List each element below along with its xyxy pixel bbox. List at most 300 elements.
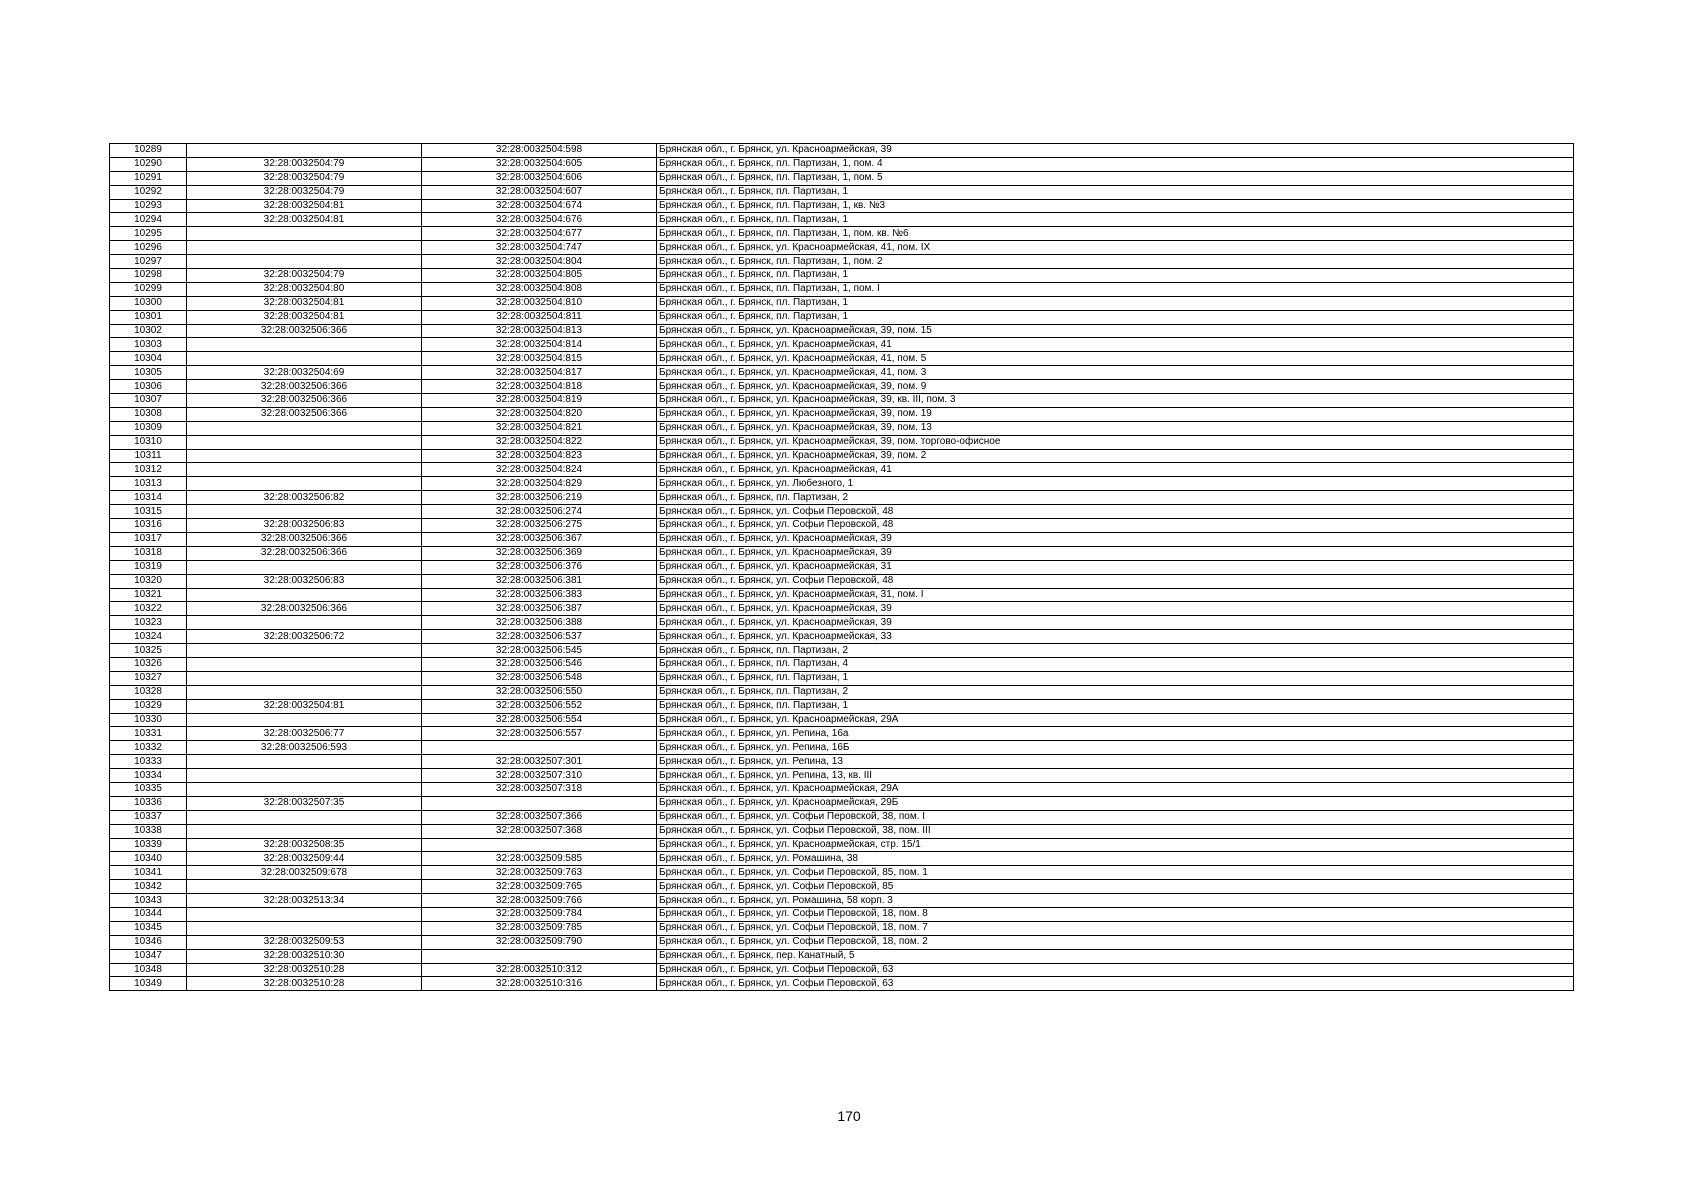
table-row [110,574,1574,588]
parent-cadastral-cell [187,241,422,255]
cadastral-number-cell: 32:28:0032504:817 [422,366,657,380]
parent-cadastral-cell [187,588,422,602]
table-row [110,380,1574,394]
table-row [110,727,1574,741]
parent-cadastral-cell: 32:28:0032504:79 [187,171,422,185]
cadastral-number-cell: 32:28:0032506:219 [422,491,657,505]
cadastral-number-cell: 32:28:0032506:381 [422,574,657,588]
table-row [110,741,1574,755]
row-id-cell: 10301 [110,310,187,324]
address-cell: Брянская обл., г. Брянск, ул. Красноармейская, 41, пом. 5 [657,352,1574,366]
table-row [110,852,1574,866]
parent-cadastral-cell [187,463,422,477]
cadastral-number-cell: 32:28:0032504:747 [422,241,657,255]
row-id-cell: 10294 [110,213,187,227]
cadastral-number-cell: 32:28:0032507:301 [422,755,657,769]
address-cell: Брянская обл., г. Брянск, ул. Софьи Перовской, 85, пом. 1 [657,866,1574,880]
address-cell: Брянская обл., г. Брянск, ул. Любезного, 1 [657,477,1574,491]
parent-cadastral-cell: 32:28:0032504:79 [187,157,422,171]
address-cell: Брянская обл., г. Брянск, ул. Софьи Перовской, 18, пом. 7 [657,921,1574,935]
address-cell: Брянская обл., г. Брянск, ул. Ромашина, 58 корп. 3 [657,894,1574,908]
parent-cadastral-cell: 32:28:0032506:593 [187,741,422,755]
table-row [110,963,1574,977]
parent-cadastral-cell [187,907,422,921]
row-id-cell: 10321 [110,588,187,602]
cadastral-number-cell [422,741,657,755]
table-row [110,546,1574,560]
address-cell: Брянская обл., г. Брянск, ул. Софьи Перовской, 85 [657,880,1574,894]
parent-cadastral-cell [187,769,422,783]
table-row [110,185,1574,199]
row-id-cell: 10303 [110,338,187,352]
parent-cadastral-cell: 32:28:0032506:82 [187,491,422,505]
row-id-cell: 10290 [110,157,187,171]
address-cell: Брянская обл., г. Брянск, ул. Красноармейская, 31, пом. I [657,588,1574,602]
cadastral-number-cell: 32:28:0032504:823 [422,449,657,463]
table-row [110,894,1574,908]
address-cell: Брянская обл., г. Брянск, ул. Красноармейская, 33 [657,630,1574,644]
table-row [110,810,1574,824]
parent-cadastral-cell [187,352,422,366]
row-id-cell: 10308 [110,407,187,421]
row-id-cell: 10306 [110,380,187,394]
table-row [110,880,1574,894]
cadastral-number-cell: 32:28:0032506:537 [422,630,657,644]
address-cell: Брянская обл., г. Брянск, ул. Ромашина, 38 [657,852,1574,866]
address-cell: Брянская обл., г. Брянск, пл. Партизан, 1, пом. 4 [657,157,1574,171]
address-cell: Брянская обл., г. Брянск, ул. Красноармейская, 41 [657,338,1574,352]
cadastral-number-cell: 32:28:0032504:606 [422,171,657,185]
table-row [110,838,1574,852]
row-id-cell: 10345 [110,921,187,935]
table-row [110,421,1574,435]
parent-cadastral-cell [187,616,422,630]
table-row [110,977,1574,991]
table-row [110,824,1574,838]
row-id-cell: 10335 [110,782,187,796]
table-row [110,505,1574,519]
cadastral-number-cell: 32:28:0032506:545 [422,644,657,658]
row-id-cell: 10344 [110,907,187,921]
row-id-cell: 10299 [110,282,187,296]
row-id-cell: 10307 [110,394,187,408]
parent-cadastral-cell: 32:28:0032504:81 [187,296,422,310]
cadastral-number-cell: 32:28:0032506:367 [422,532,657,546]
row-id-cell: 10343 [110,894,187,908]
parent-cadastral-cell: 32:28:0032508:35 [187,838,422,852]
row-id-cell: 10348 [110,963,187,977]
address-cell: Брянская обл., г. Брянск, ул. Софьи Перовской, 48 [657,574,1574,588]
parent-cadastral-cell [187,782,422,796]
address-cell: Брянская обл., г. Брянск, ул. Красноармейская, 39, пом. 15 [657,324,1574,338]
cadastral-number-cell: 32:28:0032506:376 [422,560,657,574]
cadastral-number-cell [422,949,657,963]
address-cell: Брянская обл., г. Брянск, ул. Софьи Перовской, 18, пом. 2 [657,935,1574,949]
row-id-cell: 10309 [110,421,187,435]
parent-cadastral-cell: 32:28:0032510:30 [187,949,422,963]
cadastral-number-cell: 32:28:0032506:548 [422,671,657,685]
address-cell: Брянская обл., г. Брянск, пл. Партизан, 1, кв. №3 [657,199,1574,213]
address-cell: Брянская обл., г. Брянск, пл. Партизан, 1 [657,185,1574,199]
table-row [110,699,1574,713]
row-id-cell: 10338 [110,824,187,838]
row-id-cell: 10289 [110,144,187,158]
row-id-cell: 10334 [110,769,187,783]
row-id-cell: 10333 [110,755,187,769]
table-row [110,671,1574,685]
cadastral-number-cell: 32:28:0032504:822 [422,435,657,449]
parent-cadastral-cell: 32:28:0032506:366 [187,546,422,560]
table-row [110,713,1574,727]
table-row [110,796,1574,810]
address-cell: Брянская обл., г. Брянск, пл. Партизан, 1 [657,310,1574,324]
address-cell: Брянская обл., г. Брянск, ул. Красноармейская, 39, пом. 19 [657,407,1574,421]
parent-cadastral-cell [187,227,422,241]
address-cell: Брянская обл., г. Брянск, пл. Партизан, 1, пом. 2 [657,255,1574,269]
table-row [110,157,1574,171]
table-row [110,199,1574,213]
cadastral-number-cell: 32:28:0032504:819 [422,394,657,408]
row-id-cell: 10296 [110,241,187,255]
row-id-cell: 10326 [110,657,187,671]
table-row [110,491,1574,505]
parent-cadastral-cell: 32:28:0032506:77 [187,727,422,741]
cadastral-number-cell: 32:28:0032504:818 [422,380,657,394]
parent-cadastral-cell [187,671,422,685]
address-cell: Брянская обл., г. Брянск, ул. Софьи Перовской, 38, пом. I [657,810,1574,824]
table-row [110,532,1574,546]
address-cell: Брянская обл., г. Брянск, ул. Софьи Перовской, 63 [657,977,1574,991]
parent-cadastral-cell [187,810,422,824]
cadastral-number-cell: 32:28:0032504:829 [422,477,657,491]
address-cell: Брянская обл., г. Брянск, ул. Софьи Перовской, 48 [657,519,1574,533]
address-cell: Брянская обл., г. Брянск, ул. Красноармейская, 39 [657,546,1574,560]
address-cell: Брянская обл., г. Брянск, пл. Партизан, 1 [657,213,1574,227]
table-row [110,477,1574,491]
address-cell: Брянская обл., г. Брянск, пл. Партизан, 1 [657,296,1574,310]
address-cell: Брянская обл., г. Брянск, ул. Красноармейская, 39, кв. III, пом. 3 [657,394,1574,408]
table-row [110,866,1574,880]
address-cell: Брянская обл., г. Брянск, ул. Красноармейская, 41, пом. IX [657,241,1574,255]
row-id-cell: 10339 [110,838,187,852]
address-cell: Брянская обл., г. Брянск, ул. Красноармейская, 39 [657,616,1574,630]
parent-cadastral-cell [187,713,422,727]
row-id-cell: 10304 [110,352,187,366]
address-cell: Брянская обл., г. Брянск, ул. Красноармейская, 39, пом. торгово-офисное [657,435,1574,449]
cadastral-number-cell: 32:28:0032504:676 [422,213,657,227]
cadastral-number-cell: 32:28:0032507:318 [422,782,657,796]
row-id-cell: 10315 [110,505,187,519]
table-row [110,519,1574,533]
row-id-cell: 10312 [110,463,187,477]
cadastral-number-cell: 32:28:0032504:820 [422,407,657,421]
cadastral-number-cell: 32:28:0032504:810 [422,296,657,310]
cadastral-number-cell: 32:28:0032504:804 [422,255,657,269]
address-cell: Брянская обл., г. Брянск, пл. Партизан, 1, пом. кв. №6 [657,227,1574,241]
cadastral-number-cell: 32:28:0032509:585 [422,852,657,866]
cadastral-number-cell: 32:28:0032507:368 [422,824,657,838]
table-row [110,324,1574,338]
table-row [110,255,1574,269]
cadastral-number-cell: 32:28:0032506:275 [422,519,657,533]
cadastral-number-cell: 32:28:0032504:814 [422,338,657,352]
cadastral-number-cell: 32:28:0032504:811 [422,310,657,324]
parent-cadastral-cell [187,435,422,449]
row-id-cell: 10298 [110,269,187,283]
table-body [110,144,1574,991]
table-row [110,269,1574,283]
address-cell: Брянская обл., г. Брянск, ул. Софьи Перовской, 38, пом. III [657,824,1574,838]
parent-cadastral-cell: 32:28:0032507:35 [187,796,422,810]
parent-cadastral-cell: 32:28:0032506:83 [187,574,422,588]
cadastral-number-cell: 32:28:0032506:383 [422,588,657,602]
parent-cadastral-cell [187,644,422,658]
parent-cadastral-cell: 32:28:0032504:81 [187,199,422,213]
table-row [110,935,1574,949]
parent-cadastral-cell: 32:28:0032504:69 [187,366,422,380]
address-cell: Брянская обл., г. Брянск, ул. Красноармейская, 39 [657,532,1574,546]
parent-cadastral-cell [187,755,422,769]
cadastral-number-cell: 32:28:0032509:785 [422,921,657,935]
address-cell: Брянская обл., г. Брянск, ул. Красноармейская, 41, пом. 3 [657,366,1574,380]
table-row [110,241,1574,255]
table-row [110,588,1574,602]
table-row [110,144,1574,158]
address-cell: Брянская обл., г. Брянск, ул. Красноармейская, 39 [657,602,1574,616]
cadastral-number-cell: 32:28:0032506:557 [422,727,657,741]
row-id-cell: 10330 [110,713,187,727]
cadastral-number-cell: 32:28:0032507:366 [422,810,657,824]
address-cell: Брянская обл., г. Брянск, ул. Красноармейская, 29А [657,713,1574,727]
parent-cadastral-cell [187,560,422,574]
address-cell: Брянская обл., г. Брянск, ул. Красноармейская, 39 [657,144,1574,158]
parent-cadastral-cell: 32:28:0032504:81 [187,213,422,227]
cadastral-number-cell: 32:28:0032504:677 [422,227,657,241]
cadastral-number-cell: 32:28:0032509:766 [422,894,657,908]
cadastral-number-cell: 32:28:0032504:824 [422,463,657,477]
row-id-cell: 10300 [110,296,187,310]
table-row [110,171,1574,185]
cadastral-number-cell: 32:28:0032504:808 [422,282,657,296]
row-id-cell: 10317 [110,532,187,546]
row-id-cell: 10342 [110,880,187,894]
address-cell: Брянская обл., г. Брянск, ул. Красноармейская, 39, пом. 9 [657,380,1574,394]
parent-cadastral-cell [187,880,422,894]
row-id-cell: 10295 [110,227,187,241]
cadastral-number-cell: 32:28:0032506:550 [422,685,657,699]
address-cell: Брянская обл., г. Брянск, пл. Партизан, 1, пом. I [657,282,1574,296]
row-id-cell: 10337 [110,810,187,824]
parent-cadastral-cell: 32:28:0032506:366 [187,602,422,616]
address-cell: Брянская обл., г. Брянск, ул. Красноармейская, 31 [657,560,1574,574]
table-row [110,630,1574,644]
parent-cadastral-cell: 32:28:0032509:678 [187,866,422,880]
address-cell: Брянская обл., г. Брянск, ул. Софьи Перовской, 18, пом. 8 [657,907,1574,921]
parent-cadastral-cell: 32:28:0032509:44 [187,852,422,866]
parent-cadastral-cell [187,338,422,352]
address-cell: Брянская обл., г. Брянск, ул. Красноармейская, 29Б [657,796,1574,810]
address-cell: Брянская обл., г. Брянск, ул. Красноармейская, 29А [657,782,1574,796]
row-id-cell: 10320 [110,574,187,588]
row-id-cell: 10305 [110,366,187,380]
parent-cadastral-cell: 32:28:0032504:79 [187,269,422,283]
table-row [110,782,1574,796]
address-cell: Брянская обл., г. Брянск, пл. Партизан, 2 [657,685,1574,699]
cadastral-number-cell: 32:28:0032510:312 [422,963,657,977]
row-id-cell: 10292 [110,185,187,199]
parent-cadastral-cell: 32:28:0032504:81 [187,310,422,324]
table-row [110,769,1574,783]
cadastral-number-cell [422,838,657,852]
cadastral-number-cell: 32:28:0032504:605 [422,157,657,171]
parent-cadastral-cell: 32:28:0032504:81 [187,699,422,713]
cadastral-number-cell [422,796,657,810]
table-row [110,949,1574,963]
parent-cadastral-cell: 32:28:0032510:28 [187,963,422,977]
page-number: 170 [837,1108,861,1124]
parent-cadastral-cell: 32:28:0032510:28 [187,977,422,991]
table-row [110,560,1574,574]
table-row [110,227,1574,241]
row-id-cell: 10291 [110,171,187,185]
row-id-cell: 10322 [110,602,187,616]
row-id-cell: 10318 [110,546,187,560]
table-row [110,602,1574,616]
row-id-cell: 10332 [110,741,187,755]
table-row [110,449,1574,463]
cadastral-table [109,143,1574,991]
row-id-cell: 10347 [110,949,187,963]
table-row [110,921,1574,935]
address-cell: Брянская обл., г. Брянск, пл. Партизан, 4 [657,657,1574,671]
cadastral-number-cell: 32:28:0032504:805 [422,269,657,283]
row-id-cell: 10316 [110,519,187,533]
cadastral-number-cell: 32:28:0032510:316 [422,977,657,991]
address-cell: Брянская обл., г. Брянск, ул. Красноармейская, 39, пом. 2 [657,449,1574,463]
cadastral-number-cell: 32:28:0032507:310 [422,769,657,783]
row-id-cell: 10323 [110,616,187,630]
table-row [110,338,1574,352]
row-id-cell: 10302 [110,324,187,338]
table-row [110,310,1574,324]
table-row [110,616,1574,630]
parent-cadastral-cell [187,421,422,435]
parent-cadastral-cell [187,449,422,463]
row-id-cell: 10325 [110,644,187,658]
row-id-cell: 10340 [110,852,187,866]
row-id-cell: 10293 [110,199,187,213]
row-id-cell: 10346 [110,935,187,949]
address-cell: Брянская обл., г. Брянск, ул. Репина, 13, кв. III [657,769,1574,783]
parent-cadastral-cell: 32:28:0032513:34 [187,894,422,908]
table-row [110,407,1574,421]
cadastral-number-cell: 32:28:0032504:815 [422,352,657,366]
cadastral-number-cell: 32:28:0032504:607 [422,185,657,199]
cadastral-number-cell: 32:28:0032506:369 [422,546,657,560]
table-row [110,213,1574,227]
cadastral-number-cell: 32:28:0032504:598 [422,144,657,158]
address-cell: Брянская обл., г. Брянск, ул. Софьи Перовской, 48 [657,505,1574,519]
address-cell: Брянская обл., г. Брянск, пл. Партизан, 2 [657,644,1574,658]
row-id-cell: 10328 [110,685,187,699]
parent-cadastral-cell: 32:28:0032506:366 [187,394,422,408]
address-cell: Брянская обл., г. Брянск, пл. Партизан, 1 [657,699,1574,713]
address-cell: Брянская обл., г. Брянск, ул. Репина, 16Б [657,741,1574,755]
parent-cadastral-cell [187,144,422,158]
parent-cadastral-cell: 32:28:0032509:53 [187,935,422,949]
table-row [110,282,1574,296]
cadastral-number-cell: 32:28:0032506:387 [422,602,657,616]
address-cell: Брянская обл., г. Брянск, ул. Красноармейская, 39, пом. 13 [657,421,1574,435]
parent-cadastral-cell: 32:28:0032506:366 [187,380,422,394]
cadastral-number-cell: 32:28:0032509:790 [422,935,657,949]
row-id-cell: 10297 [110,255,187,269]
cadastral-number-cell: 32:28:0032506:552 [422,699,657,713]
parent-cadastral-cell [187,921,422,935]
row-id-cell: 10329 [110,699,187,713]
table-row [110,644,1574,658]
parent-cadastral-cell [187,824,422,838]
row-id-cell: 10341 [110,866,187,880]
address-cell: Брянская обл., г. Брянск, ул. Красноармейская, стр. 15/1 [657,838,1574,852]
parent-cadastral-cell: 32:28:0032506:366 [187,407,422,421]
parent-cadastral-cell: 32:28:0032506:366 [187,324,422,338]
row-id-cell: 10327 [110,671,187,685]
parent-cadastral-cell [187,657,422,671]
table-row [110,657,1574,671]
cadastral-number-cell: 32:28:0032509:784 [422,907,657,921]
parent-cadastral-cell: 32:28:0032506:366 [187,532,422,546]
parent-cadastral-cell [187,505,422,519]
table-row [110,435,1574,449]
row-id-cell: 10311 [110,449,187,463]
table-row [110,463,1574,477]
table-row [110,755,1574,769]
parent-cadastral-cell [187,255,422,269]
row-id-cell: 10310 [110,435,187,449]
row-id-cell: 10349 [110,977,187,991]
parent-cadastral-cell: 32:28:0032504:79 [187,185,422,199]
address-cell: Брянская обл., г. Брянск, пл. Партизан, 1 [657,269,1574,283]
cadastral-number-cell: 32:28:0032504:674 [422,199,657,213]
cadastral-number-cell: 32:28:0032509:763 [422,866,657,880]
parent-cadastral-cell: 32:28:0032504:80 [187,282,422,296]
row-id-cell: 10324 [110,630,187,644]
cadastral-number-cell: 32:28:0032509:765 [422,880,657,894]
address-cell: Брянская обл., г. Брянск, ул. Красноармейская, 41 [657,463,1574,477]
row-id-cell: 10319 [110,560,187,574]
address-cell: Брянская обл., г. Брянск, пл. Партизан, 1 [657,671,1574,685]
address-cell: Брянская обл., г. Брянск, ул. Софьи Перовской, 63 [657,963,1574,977]
table-row [110,394,1574,408]
table-row [110,296,1574,310]
row-id-cell: 10313 [110,477,187,491]
address-cell: Брянская обл., г. Брянск, пл. Партизан, 1, пом. 5 [657,171,1574,185]
address-cell: Брянская обл., г. Брянск, пл. Партизан, 2 [657,491,1574,505]
parent-cadastral-cell: 32:28:0032506:83 [187,519,422,533]
table-row [110,907,1574,921]
address-cell: Брянская обл., г. Брянск, пер. Канатный, 5 [657,949,1574,963]
address-cell: Брянская обл., г. Брянск, ул. Репина, 13 [657,755,1574,769]
table-row [110,366,1574,380]
table-row [110,685,1574,699]
cadastral-number-cell: 32:28:0032504:813 [422,324,657,338]
row-id-cell: 10331 [110,727,187,741]
row-id-cell: 10336 [110,796,187,810]
cadastral-number-cell: 32:28:0032506:546 [422,657,657,671]
cadastral-number-cell: 32:28:0032506:388 [422,616,657,630]
cadastral-number-cell: 32:28:0032504:821 [422,421,657,435]
